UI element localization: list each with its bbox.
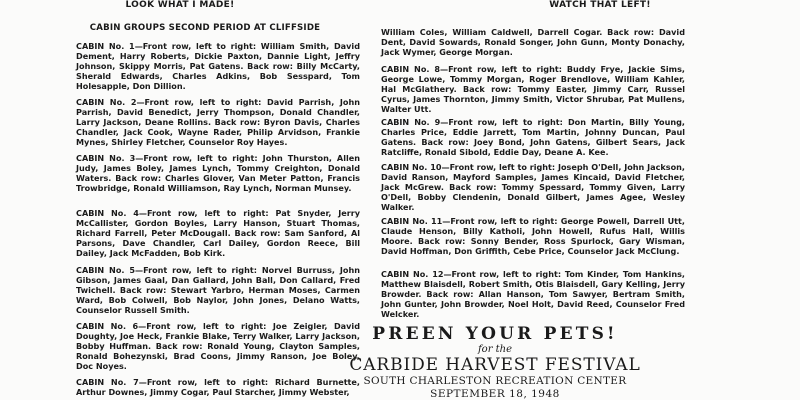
cabin-paragraph: CABIN No. 8—Front row, left to right: Buddy Frye, Jackie Sims, George Lowe, Tommy Morgan, Roger Brendlove, William Kahler, Hal McGlathery. Back row: Tommy Easter, Jimmy Carr, Russel Cyrus, James Thornton, Jimmy Smith, Victor Shrubar, Pat Mullens, Walter Utt. <box>381 64 685 114</box>
ad-headline: PREEN YOUR PETS! <box>372 324 618 344</box>
ad-date: SEPTEMBER 18, 1948 <box>430 388 560 400</box>
ad-for-text: for the <box>477 344 513 355</box>
cabin-paragraph: CABIN No. 1—Front row, left to right: William Smith, David Dement, Harry Roberts, Dickie Paxton, Dannie Light, Jeffry Johnson, Skippy Morris, Pat Gatens. Back row: Billy McCarty, Sherald Edwards, Charles Adkins, Bob Sesspard, Tom Holesapple, Don Dillion. <box>76 41 360 91</box>
section-title: CABIN GROUPS SECOND PERIOD AT CLIFFSIDE <box>89 23 321 33</box>
photo-caption-right: WATCH THAT LEFT! <box>549 0 651 10</box>
cabin-paragraph: William Coles, William Caldwell, Darrell Cogar. Back row: David Dent, David Sowards, Ronald Songer, John Gunn, Monty Donachy, Jack Wymer, George Morgan. <box>381 27 685 57</box>
cabin-paragraph: CABIN No. 5—Front row, left to right: Norvel Burruss, John Gibson, James Gaal, Dan Gallard, John Ball, Don Callard, Fred Twichell. Back row: Stewart Yarbro, Herman Moses, Carmen Ward, Bob Colwell, Bob Naylor, John Jones, Delano Watts, Counselor Russell Smith. <box>76 265 360 315</box>
cabin-paragraph: CABIN No. 10—Front row, left to right: Joseph O'Dell, John Jackson, David Ranson, Mayford Samples, James Kincaid, David Fletcher, Jack McGrew. Back row: Tommy Spessard, Tommy Given, Larry O'Dell, Bobby Clendenin, Donald Gilbert, James Agee, Wesley Walker. <box>381 162 685 212</box>
cabin-paragraph: CABIN No. 12—Front row, left to right: Tom Kinder, Tom Hankins, Matthew Blaisdell, Robert Smith, Otis Blaisdell, Gary Kelling, Jerry Browder. Back row: Allan Hanson, Tom Sawyer, Bertram Smith, John Gunter, John Browder, Noel Holt, David Reed, Counselor Fred Welcker. <box>381 269 685 319</box>
cabin-paragraph: CABIN No. 3—Front row, left to right: John Thurston, Allen Judy, James Boley, James Lynch, Tommy Creighton, Donald Waters. Back row: Charles Glover, Van Meter Patton, Francis Trowbridge, Ronald Williamson, Ray Lynch, Norman Munsey. <box>76 153 360 193</box>
ad-event-name: CARBIDE HARVEST FESTIVAL <box>349 355 641 375</box>
cabin-paragraph: CABIN No. 9—Front row, left to right: Don Martin, Billy Young, Charles Price, Eddie Jarrett, Tom Martin, Johnny Duncan, Paul Gatens. Back row: Joey Bond, John Gatens, Gilbert Sears, Jack Ratcliffe, Ronald Sibold, Eddie Day, Deane A. Kee. <box>381 117 685 157</box>
cabin-paragraph: CABIN No. 6—Front row, left to right: Joe Zeigler, David Doughty, Joe Heck, Frankie Blake, Terry Walker, Larry Jackson, Bobby Huffman. Back row: Ronald Young, Clayton Samples, Ronald Bohezynski, Brad Coons, Jimmy Ranson, Joe Boley, Doc Noyes. <box>76 321 360 371</box>
ad-venue: SOUTH CHARLESTON RECREATION CENTER <box>363 375 627 387</box>
cabin-paragraph: CABIN No. 2—Front row, left to right: David Parrish, John Parrish, David Benedict, Jerry Thompson, Donald Chandler, Larry Jackson, Deane Rollins. Back row: Byron Davis, Charles Chandler, Jack Cook, Wayne Rader, Philip Arvidson, Frankie Mynes, Shirley Fletcher, Counselor Roy Hayes. <box>76 97 360 147</box>
photo-caption-left: LOOK WHAT I MADE! <box>125 0 235 10</box>
cabin-paragraph: CABIN No. 11—Front row, left to right: George Powell, Darrell Utt, Claude Henson, Billy Katholi, John Howell, Rufus Hall, Willis Moore. Back row: Sonny Bender, Ross Spurlock, Gary Wisman, David Hoffman, Don Griffith, Cebe Price, Counselor Jack McClung. <box>381 216 685 256</box>
harvest-festival-ad <box>330 324 660 400</box>
cabin-paragraph: CABIN No. 7—Front row, left to right: Richard Burnette, Arthur Downes, Jimmy Cogar, Paul Starcher, Jimmy Webster, <box>76 377 360 397</box>
cabin-paragraph: CABIN No. 4—Front row, left to right: Pat Snyder, Jerry McCallister, Gordon Boyles, Larry Hanson, Stuart Thomas, Richard Farrell, Peter McDougall. Back row: Sam Sanford, Al Parsons, Dave Chandler, Carl Dailey, Gordon Reece, Bill Dailey, Jack McFadden, Bob Kirk. <box>76 208 360 258</box>
